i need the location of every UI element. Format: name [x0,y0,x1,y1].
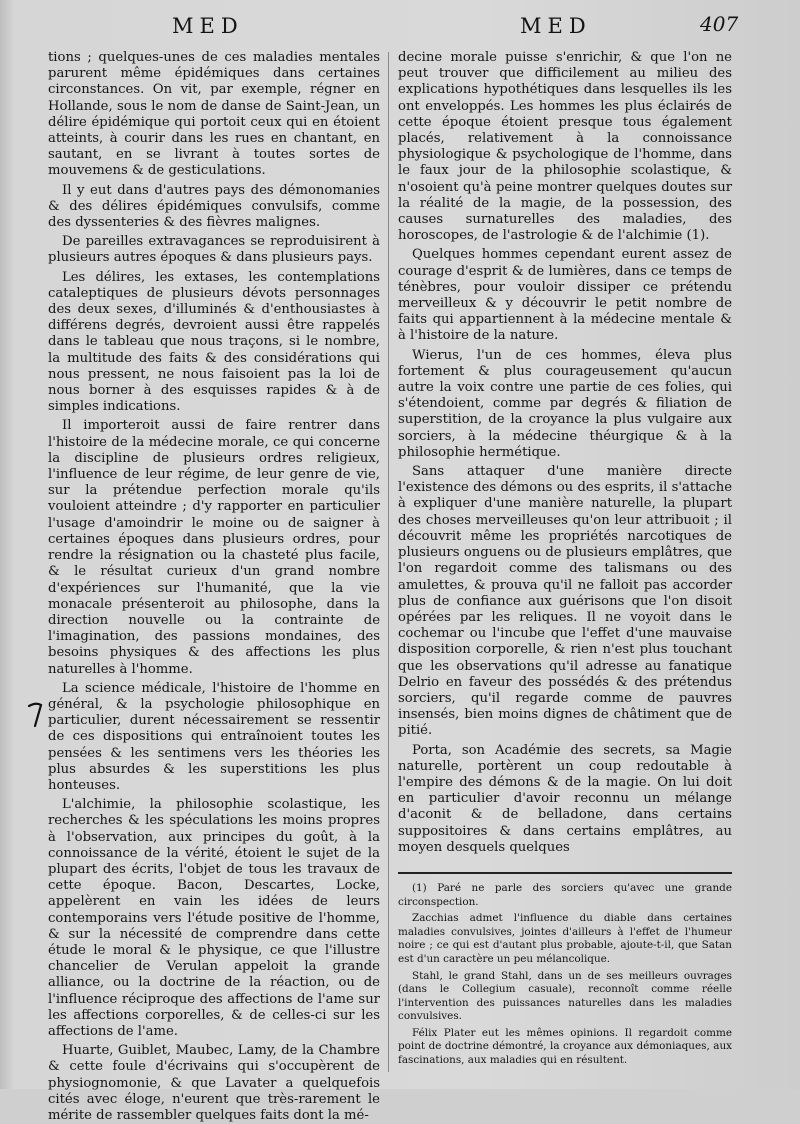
left-paragraph-8: Huarte, Guiblet, Maubec, Lamy, de la Chambre & cette foule d'écrivains qui s'occupèrent de physiognomonie, & que Lavater a quelquefois cités avec éloge, n'eurent que très-rarement le mérite de rassembler quelques faits dont la mé- [48,1043,380,1123]
right-running-head: MED [520,14,592,38]
left-paragraph-6: La science médicale, l'histoire de l'homme en général, & la psychologie philosophique en particulier, durent nécessairement se ressentir de ces dispositions qui entraînoient toutes les pensées & les sentimens vers les théories les plus absurdes & les superstitions les plus honteuses. [48,680,380,793]
left-column [48,50,380,1123]
margin-pen-mark [26,700,44,728]
left-paragraph-4: Les délires, les extases, les contemplations cataleptiques de plusieurs dévots personnages des deux sexes, d'illuminés & d'enthousiastes à différens degrés, devroient aussi être rappelés dans le tableau que nous traçons, si le nombre, la multitude des faits & des considérations qui nous pressent, ne nous faisoient pas la loi de nous borner à des esquisses rapides & à de simples indications. [48,269,380,415]
right-paragraph-1: decine morale puisse s'enrichir, & que l'on ne peut trouver que difficilement au milieu des explications hypothétiques dans lesquelles ils les ont enveloppés. Les hommes les plus éclairés de cette époque étoient presque tous également placés, relativement à la connoissance physiologique & psychologique de l'homme, dans le faux jour de la philosophie scolastique, & n'osoient qu'à peine montrer quelques doutes sur la réalité de la magie, de la possession, des causes surnaturelles des maladies, des horoscopes, de l'astrologie & de l'alchimie (1). [398,50,732,244]
column-divider [388,52,389,1072]
footnote-3: Stahl, le grand Stahl, dans un de ses meilleurs ouvrages (dans le Collegium casuale), reconnoît comme réelle l'intervention des puissances naturelles dans les maladies convulsives. [398,969,732,1023]
left-paragraph-1: tions ; quelques-unes de ces maladies mentales parurent même épidémiques dans certaines circonstances. On vit, par exemple, régner en Hollande, sous le nom de danse de Saint-Jean, un délire épidémique qui portoit ceux qui en étoient atteints, à courir dans les rues en chantant, en sautant, en se livrant à toutes sortes de mouvemens & de gesticulations. [48,50,380,179]
left-paragraph-7: L'alchimie, la philosophie scolastique, les recherches & les spéculations les moins propres à l'observation, aux principes du goût, à la connoissance de la vérité, étoient le sujet de la plupart des écrits, l'objet de tous les travaux de cette époque. Bacon, Descartes, Locke, appelèrent en vain les idées de leurs contemporains vers l'étude positive de l'homme, & sur la nécessité de comprendre dans cette étude le moral & le physique, ce que l'illustre chancelier de Verulan appeloit la grande alliance, ou la doctrine de la réaction, ou de l'influence réciproque des affections de l'ame sur les affections corporelles, & de celles-ci sur les affections de l'ame. [48,797,380,1039]
footnote-4: Félix Plater eut les mêmes opinions. Il regardoit comme point de doctrine démontré, la croyance aux démoniaques, aux fascinations, aux maladies qui en résultent. [398,1026,732,1067]
right-paragraph-4: Sans attaquer d'une manière directe l'existence des démons ou des esprits, il s'attache à expliquer d'une manière naturelle, la plupart des choses merveilleuses qu'on leur attribuoit ; il découvrit même les propriétés narcotiques de plusieurs onguens ou de plusieurs emplâtres, que l'on regardoit comme des talismans ou des amulettes, & prouva qu'il ne falloit pas accorder plus de confiance aux guérisons que l'on disoit opérées par les reliques. Il ne voyoit dans le cochemar ou l'incube que l'effet d'une mauvaise disposition corporelle, & rien n'est plus touchant que les observations qu'il adresse au fanatique Delrio en faveur des possédés & des prétendus sorciers, qu'il regarde comme de pauvres insensés, bien moins dignes de châtiment que de pitié. [398,464,732,739]
left-paragraph-5: Il importeroit aussi de faire rentrer dans l'histoire de la médecine morale, ce qui concerne la discipline de plusieurs ordres religieux, l'influence de leur régime, de leur genre de vie, sur la prétendue perfection morale qu'ils vouloient atteindre ; d'y rapporter en particulier l'usage d'amoindrir le moine ou de saigner à certaines époques dans plusieurs ordres, pour rendre la résignation ou la chasteté plus facile, & le résultat curieux d'un grand nombre d'expériences sur l'humanité, que la vie monacale présenteroit au philosophe, dans la direction nouvelle ou la contrainte de l'imagination, des passions mondaines, des besoins physiques & des affections les plus naturelles à l'homme. [48,418,380,677]
right-paragraph-2: Quelques hommes cependant eurent assez de courage d'esprit & de lumières, dans ce temps de ténèbres, pour vouloir dissiper ce prétendu merveilleux & y découvrir le petit nombre de faits qui appartiennent à la médecine mentale & à l'histoire de la nature. [398,247,732,344]
footnote-rule [398,872,732,874]
left-paragraph-3: De pareilles extravagances se reproduisirent à plusieurs autres époques & dans plusieurs pays. [48,234,380,266]
page-number: 407 [700,12,739,36]
left-paragraph-2: Il y eut dans d'autres pays des démonomanies & des délires épidémiques convulsifs, comme des dyssenteries & des fièvres malignes. [48,182,380,231]
footnote-2: Zacchias admet l'influence du diable dans certaines maladies convulsives, jointes d'ailleurs à l'effet de l'humeur noire ; ce qui est d'autant plus probable, ajoute-t-il, que Satan est d'un caractère un peu mélancolique. [398,912,732,965]
footnote-1: (1) Paré ne parle des sorciers qu'avec une grande circonspection. [398,881,732,908]
left-running-head: MED [172,14,244,38]
footnotes [398,882,732,1068]
right-column [398,50,732,1080]
right-paragraph-3: Wierus, l'un de ces hommes, éleva plus fortement & plus courageusement qu'aucun autre la voix contre une partie de ces folies, qui s'étendoient, comme par degrés & filiation de superstition, de la croyance la plus vulgaire aux sorciers, à la médecine théurgique & à la philosophie hermétique. [398,347,732,460]
right-paragraph-5: Porta, son Académie des secrets, sa Magie naturelle, portèrent un coup redoutable à l'empire des démons & de la magie. On lui doit en particulier d'avoir reconnu un mélange d'aconit & de belladone, dans certains suppositoires & dans certains emplâtres, au moyen desquels quelques [398,742,732,855]
